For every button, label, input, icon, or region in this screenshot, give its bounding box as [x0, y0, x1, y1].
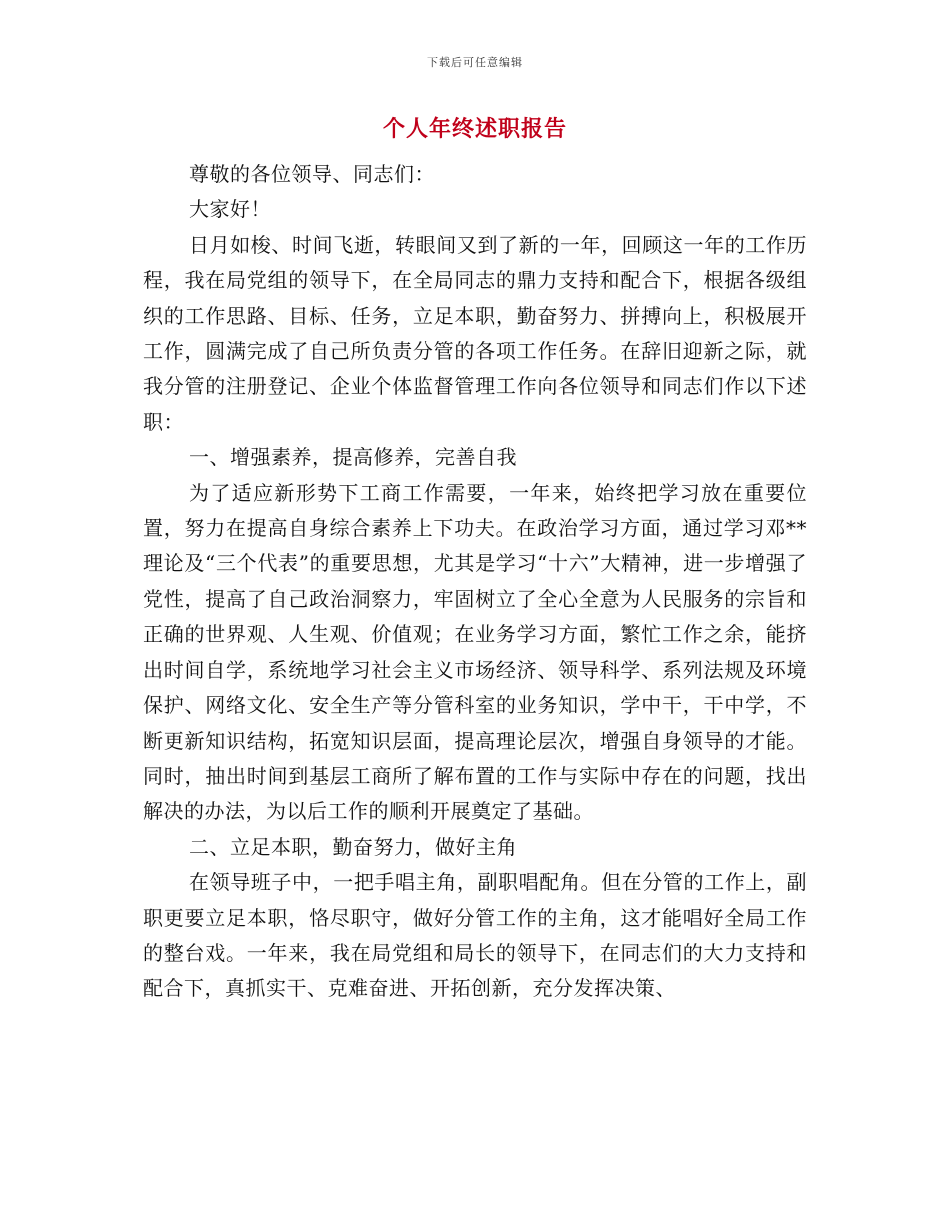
salutation: 尊敬的各位领导、同志们：: [189, 162, 435, 186]
intro-paragraph: 日月如梭、时间飞逝，转眼间又到了新的一年，回顾这一年的工作历程，我在局党组的领导下，在全局同志的鼎力支持和配合下，根据各级组织的工作思路、目标、任务，立足本职，勤奋努力、拼搏向上，积极展开工作，圆满完成了自己所负责分管的各项工作任务。在辞旧迎新之际，就我分管的注册登记、企业个体监督管理工作向各位领导和同志们作以下述职：: [143, 232, 807, 434]
header-note: 下载后可任意编辑: [427, 56, 523, 69]
section-2-paragraph: 在领导班子中，一把手唱主角，副职唱配角。但在分管的工作上，副职更要立足本职，恪尽职守，做好分管工作的主角，这才能唱好全局工作的整台戏。一年来，我在局党组和局长的领导下，在同志们的大力支持和配合下，真抓实干、克难奋进、开拓创新，充分发挥决策、: [143, 870, 807, 1001]
section-heading-2: 二、立足本职，勤奋努力，做好主角: [189, 834, 517, 859]
greeting: 大家好！: [189, 197, 271, 222]
section-1-paragraph: 为了适应新形势下工商工作需要，一年来，始终把学习放在重要位置，努力在提高自身综合素养上下功夫。在政治学习方面，通过学习邓**理论及“三个代表”的重要思想，尤其是学习“十六”大精神，进一步增强了党性，提高了自己政治洞察力，牢固树立了全心全意为人民服务的宗旨和正确的世界观、人生观、价值观；在业务学习方面，繁忙工作之余，能挤出时间自学，系统地学习社会主义市场经济、领导科学、系列法规及环境保护、网络文化、安全生产等分管科室的业务知识，学中干，干中学，不断更新知识结构，拓宽知识层面，提高理论层次，增强自身领导的才能。同时，抽出时间到基层工商所了解布置的工作与实际中存在的问题，找出解决的办法，为以后工作的顺利开展奠定了基础。: [143, 480, 807, 824]
section-heading-1: 一、增强素养，提高修养，完善自我: [189, 445, 517, 470]
document-body: [143, 157, 807, 1007]
document-title: 个人年终述职报告: [382, 116, 567, 142]
